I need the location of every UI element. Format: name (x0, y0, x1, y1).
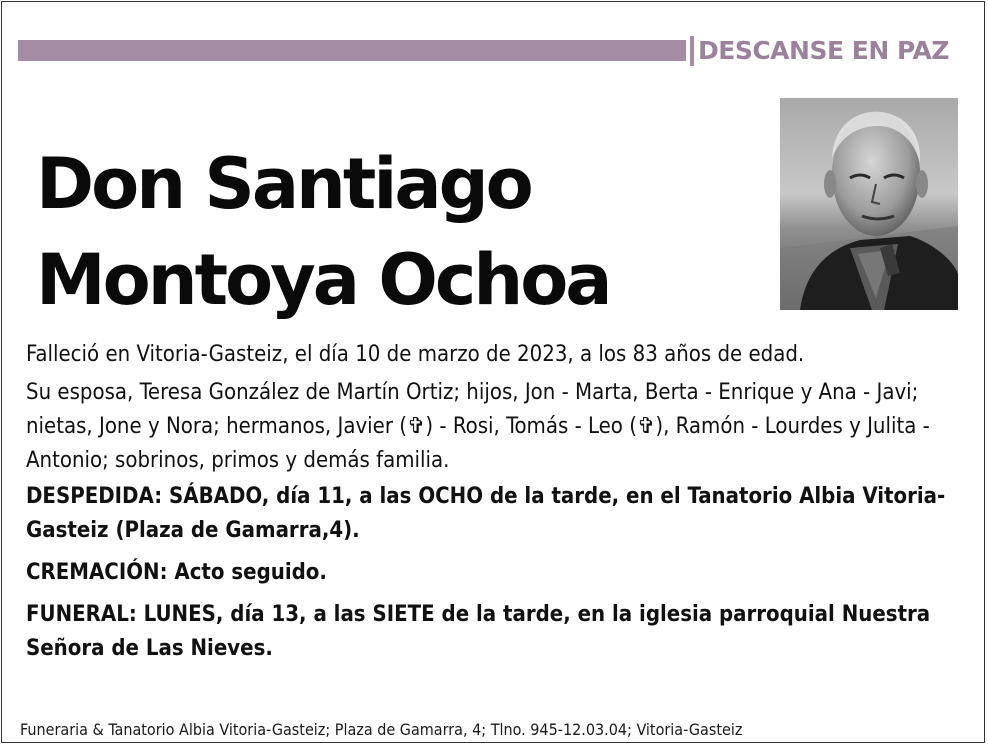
family-text-part2: ) - Rosi, Tomás - Leo ( (425, 414, 637, 439)
death-notice: Falleció en Vitoria-Gasteiz, el día 10 de marzo de 2023, a los 83 años de edad. (26, 342, 805, 367)
family-list (26, 376, 962, 478)
family-text-part1: Su esposa, Teresa González de Martín Ortiz; hijos, Jon - Marta, Berta - Enrique y Ana - Javi; nietas, Jone y Nora; hermanos, Javier ( (26, 380, 919, 439)
cremation-info: CREMACIÓN: Acto seguido. (26, 560, 327, 585)
notice-body (26, 338, 962, 674)
cross-icon: ✞ (406, 414, 426, 439)
funeral-info: FUNERAL: LUNES, día 13, a las SIETE de la tarde, en la iglesia parroquial Nuestra Señora de Las Nieves. (26, 602, 931, 661)
header-bar (18, 40, 686, 61)
farewell-info: DESPEDIDA: SÁBADO, día 11, a las OCHO de la tarde, en el Tanatorio Albia Vitoria-Gasteiz (Plaza de Gamarra,4). (26, 484, 946, 543)
funeral-home-footer: Funeraria & Tanatorio Albia Vitoria-Gasteiz; Plaza de Gamarra, 4; Tlno. 945-12.03.04; Vitoria-Gasteiz (20, 720, 743, 739)
family-text-part3: ), Ramón - Lourdes y Julita - Antonio; sobrinos, primos y demás familia. (26, 414, 930, 473)
deceased-name-line1: Don Santiago (36, 143, 531, 225)
obituary-notice (1, 1, 985, 743)
portrait-photo (780, 98, 958, 310)
header-label: DESCANSE EN PAZ (690, 36, 949, 66)
deceased-name-line2: Montoya Ochoa (36, 239, 610, 321)
cross-icon: ✞ (636, 414, 656, 439)
deceased-name (36, 136, 756, 328)
